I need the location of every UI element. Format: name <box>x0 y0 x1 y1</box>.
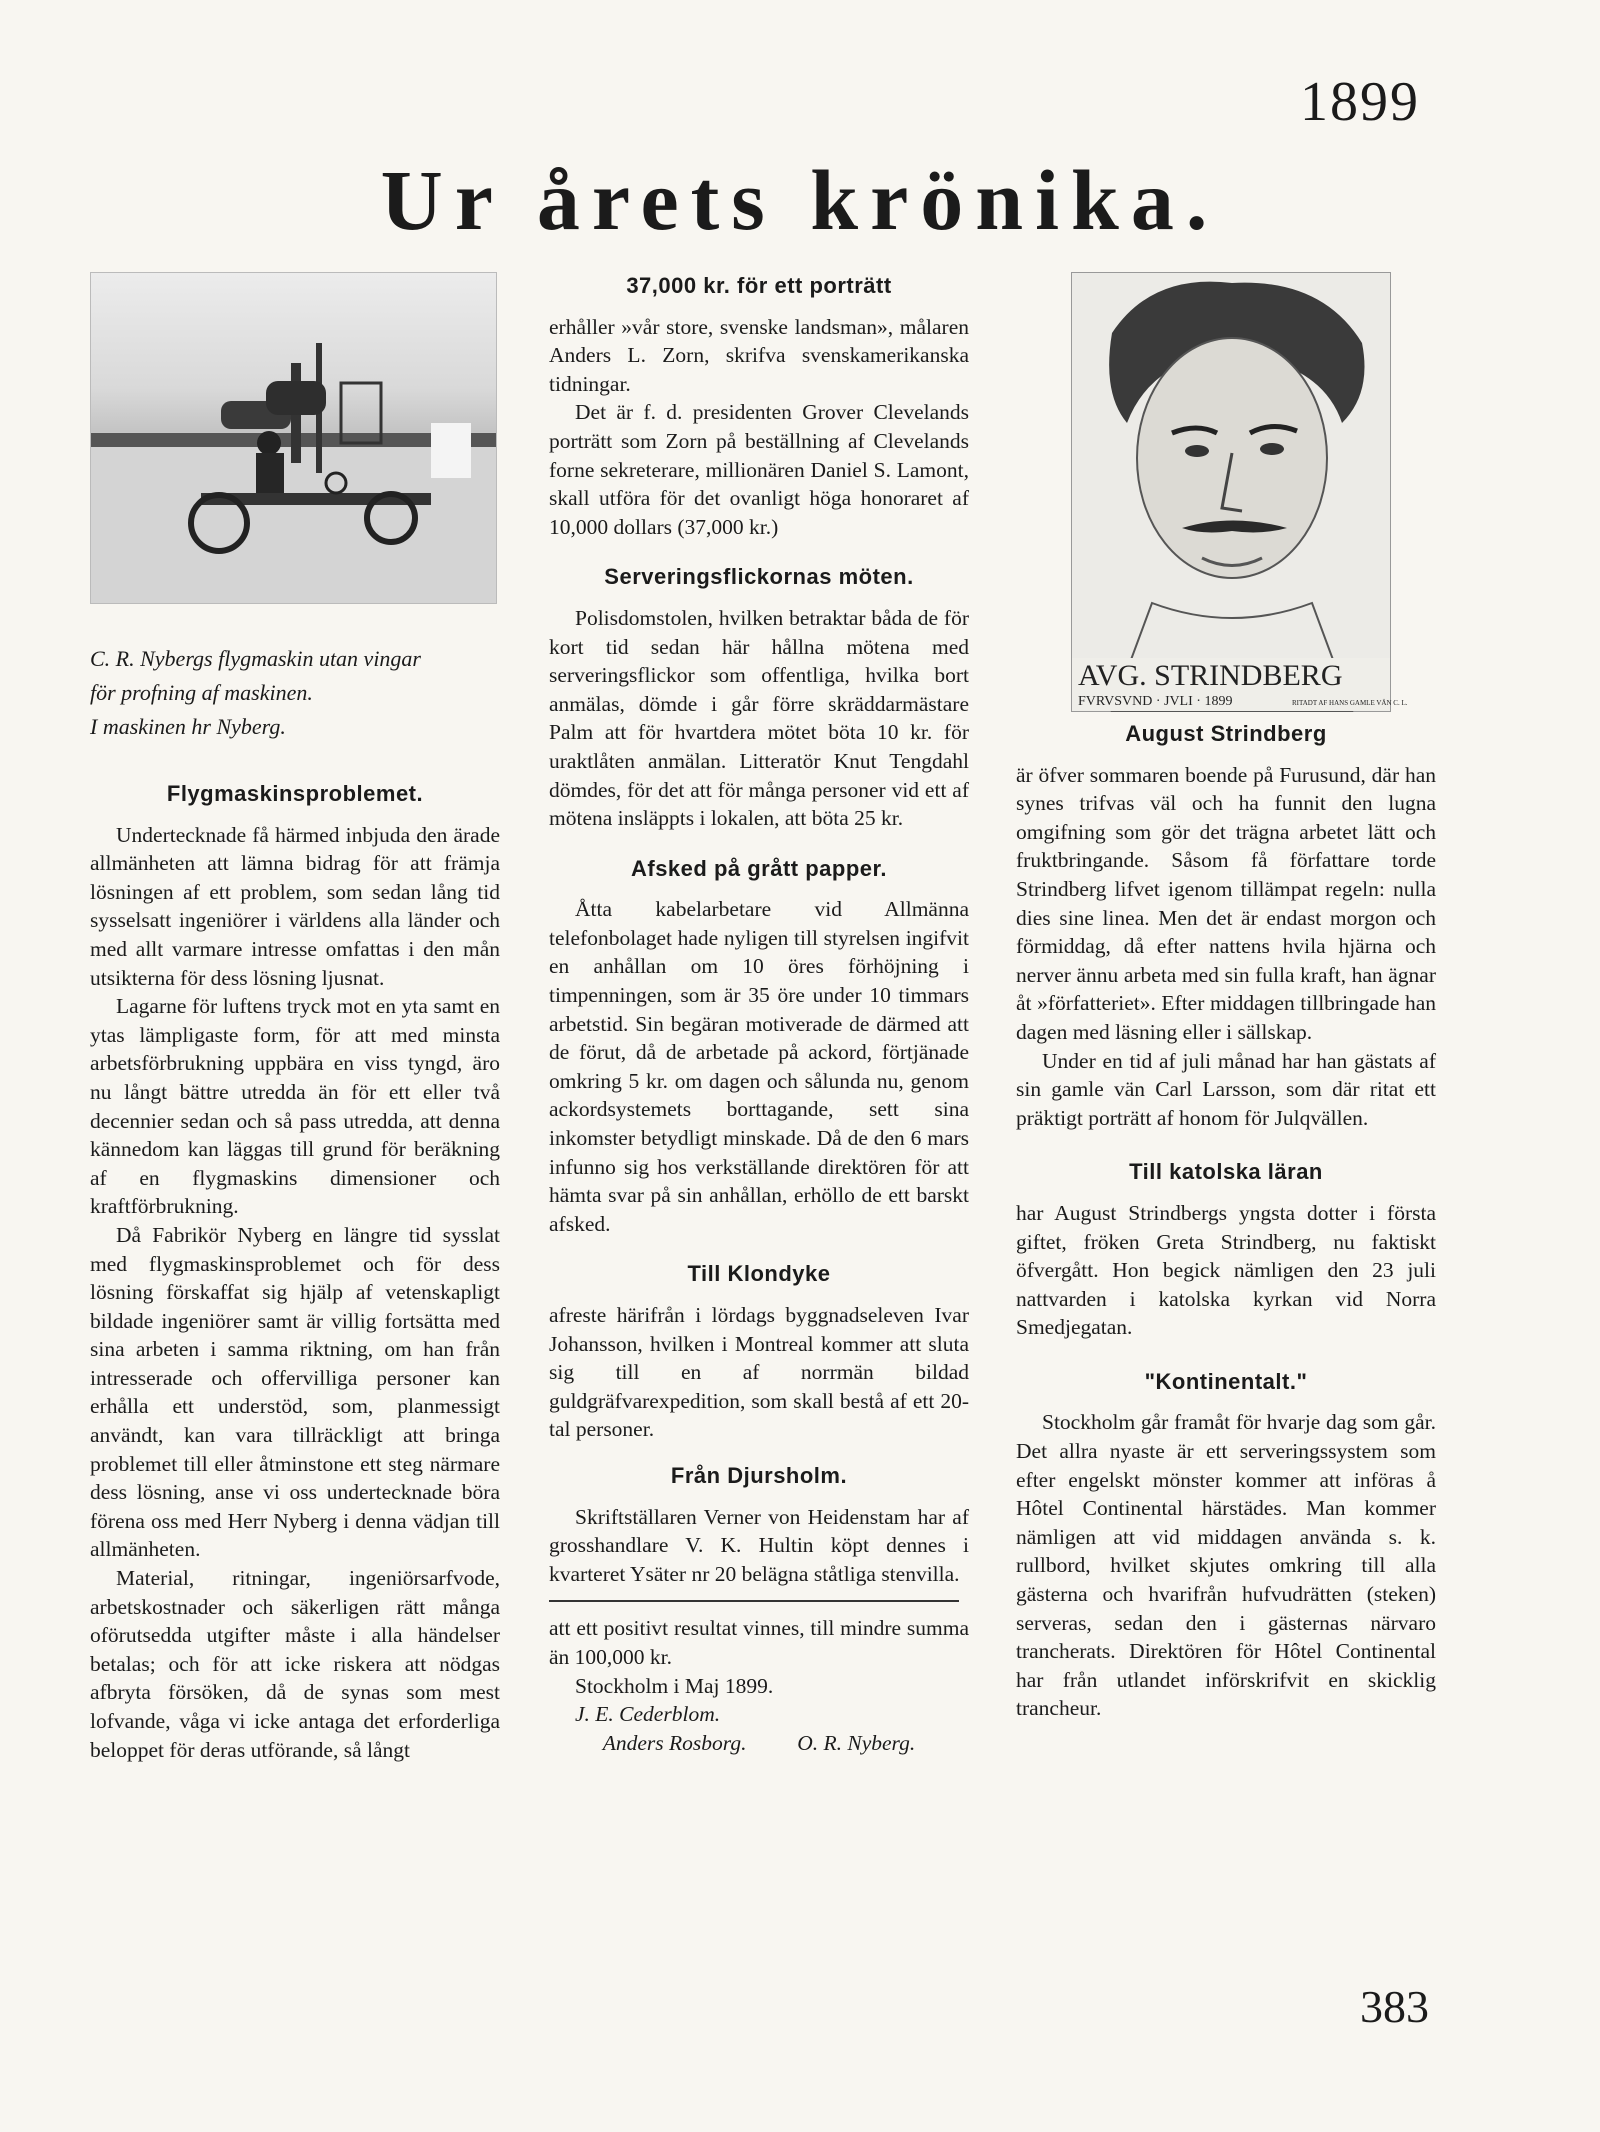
paragraph: erhåller »vår store, svenske landsman», målaren Anders L. Zorn, skrifva svenskamerikanska tidningar. <box>549 314 969 396</box>
signature-row <box>549 1729 969 1758</box>
airplane-photo <box>90 272 497 604</box>
paragraph: afreste härifrån i lördags byggnadseleven Ivar Johansson, hvilken i Montreal kommer att sluta sig till en af norrmän bildad guldgräfvarexpedition, som skall bestå af ett 20-tal personer. <box>549 1303 969 1442</box>
paragraph: har August Strindbergs yngsta dotter i första giftet, fröken Greta Strindberg, nu faktiskt öfvergått. Hon begick nämligen den 23 juli nattvarden i katolska kyrkan vid Norra Smedjegatan. <box>1016 1200 1436 1340</box>
paragraph: Åtta kabelarbetare vid Allmänna telefonbolaget hade nyligen till styrelsen ingifvit en anhållan om 10 öres förhöjning i timpenningen, som är 35 öre under 10 timmars arbetstid. Sin begäran motiverade de därmed att de förut, då de arbetade på ackord, förtjänade omkring 5 kr. om dagen och sålunda nu, genom ackordsystemets borttagande, sett sina inkomster betydligt minskade. Då de den 6 mars infunno sig hos verkställande direktören för att hämta svar på sin anhållan, erhöllo de ett barskt afsked. <box>549 897 969 1236</box>
paragraph: Undertecknade få härmed inbjuda den ärade allmänheten att lämna bidrag för att främja lösningen af ett problem, som sedan lång tid sysselsatt ingeniörer i världens alla länder och med allt varmare intresse omfattas i den mån utsikterna för dess lösning ljusnat. <box>90 822 500 990</box>
signature: Anders Rosborg. <box>602 1730 747 1755</box>
paragraph: Material, ritningar, ingeniörsarfvode, arbetskostnader och säkerligen rätt många oförutsedda utgifter måste i alla händelser betalas; och för att icke riskera att nödgas afbryta försöken, då de synas som mest lofvande, våga vi icke antaga det erforderliga beloppet för deras utförande, så långt <box>90 1566 500 1762</box>
paragraph: Polisdomstolen, hvilken betraktar båda de för kort tid sedan här hållna mötena med serveringsflickor som offentliga, hvilka bort anmälas, dömde i går förre skräddarmästare Palm att för hvartdera mötet böta 10 kr. för uraktlåten anmälan. Litteratör Knut Tengdahl dömdes, för det att för många personer vid ett af mötena insläppts i lokalen, att böta 25 kr. <box>549 605 969 831</box>
column-left <box>90 272 500 1764</box>
paragraph: är öfver sommaren boende på Furusund, där han synes trifvas väl och ha funnit den lugna omgifning som gör det trägna arbetet lätt och fruktbringande. Såsom få författare torde Strindberg lifvet igenom tillämpat regeln: nulla dies sine linea. Men det är endast morgon och förmiddag, då efter nattens hvila hjärna och nerver ännu arbeta med sin fulla kraft, han ägnar åt »författeriet». Efter middagen tillbringade han dagen med läsning eller i sällskap. <box>1016 762 1436 1044</box>
photo-caption-line: för profning af maskinen. <box>90 680 313 705</box>
portrait-caption: August Strindberg <box>1125 721 1327 746</box>
place-date: Stockholm i Maj 1899. <box>575 1673 774 1698</box>
column-middle <box>549 272 969 1757</box>
section-heading: Afsked på grått papper. <box>630 855 887 881</box>
signature: O. R. Nyberg. <box>797 1730 916 1755</box>
page-title: Ur årets krönika. <box>380 152 1220 248</box>
portrait-inscription: FVRVSVND · JVLI · 1899 <box>1078 694 1233 709</box>
signature: J. E. Cederblom. <box>575 1702 721 1727</box>
year-heading: 1899 <box>1300 71 1420 133</box>
column-divider <box>549 1600 959 1602</box>
section-heading: Till Klondyke <box>687 1261 831 1287</box>
column-right <box>1016 272 1436 1723</box>
photo-caption-line: C. R. Nybergs flygmaskin utan vingar <box>90 646 421 671</box>
strindberg-portrait <box>1071 272 1408 712</box>
portrait-inscription: RITADT AF HANS GAMLE VÄN C. L. <box>1292 699 1408 707</box>
section-heading: Serveringsflickornas möten. <box>604 564 914 590</box>
photo-caption-line: I maskinen hr Nyberg. <box>90 714 286 739</box>
paragraph: Stockholm går framåt för hvarje dag som går. Det allra nyaste är ett serveringssystem som efter engelskt mönster kommer att införas å Hôtel Continental härstädes. Man kommer nämligen att vid middagen använda s. k. rullbord, hvilket skjutes omkring till alla gästerna och hvarifrån hufvudrätten (steken) serveras, sedan den i gästernas närvaro trancherats. Direktören för Hôtel Continental har från utlandet införskrifvit en skicklig trancheur. <box>1016 1410 1436 1721</box>
paragraph: Det är f. d. presidenten Grover Clevelands porträtt som Zorn på beställning af Clevelands forne sekreterare, millionären Daniel S. Lamont, skall utföra för det ovanligt höga honoraret af 10,000 dollars (37,000 kr.) <box>549 400 969 539</box>
section-heading: Till katolska läran <box>1129 1159 1323 1185</box>
paragraph: Då Fabrikör Nyberg en längre tid sysslat med flygmaskinsproblemet och för dess lösning förskaffat sig hjälp af vetenskapligt bildade ingeniörer samt är villig fortsätta med sina arbeten i samma riktning, om han från intresserade och offervilliga personer kan erhålla ett understöd, som, planmessigt användt, kan vara tillräckligt att bringa problemet till eller åtminstone ett steg närmare dess lösning, anse vi oss undertecknade böra förena oss med Herr Nyberg i denna vädjan till allmänheten. <box>90 1222 500 1562</box>
section-heading: Flygmaskinsproblemet. <box>166 781 424 806</box>
section-heading: 37,000 kr. för ett porträtt <box>626 273 892 298</box>
paragraph: Skriftställaren Verner von Heidenstam har af grosshandlare V. K. Hultin köpt dennes i kvarteret Ysäter nr 20 belägna ståtliga stenvilla. <box>549 1504 969 1586</box>
paragraph: Lagarne för luftens tryck mot en yta samt en ytas lämpligaste form, för att med minsta arbetsförbrukning uppbära en viss tyngd, äro nu långt bättre utredda än för ett eller två decennier sedan och så pass utredda, att denna kännedom kan läggas till grund för beräkning af en flygmaskins dimensioner och kraftförbrukning. <box>90 994 500 1219</box>
portrait-inscription: AVG. STRINDBERG <box>1078 659 1343 692</box>
paragraph: Under en tid af juli månad har han gästats af sin gamle vän Carl Larsson, som där ritat ett präktigt porträtt af honom för Julqvällen. <box>1016 1048 1436 1130</box>
section-heading: Från Djursholm. <box>670 1462 848 1488</box>
page-number: 383 <box>1360 1981 1429 2032</box>
continuation-text: att ett positivt resultat vinnes, till mindre summa än 100,000 kr. <box>549 1616 969 1669</box>
flying-machine-illustration <box>91 273 496 603</box>
portrait-sketch <box>1072 273 1408 711</box>
section-heading: "Kontinentalt." <box>1144 1368 1308 1394</box>
